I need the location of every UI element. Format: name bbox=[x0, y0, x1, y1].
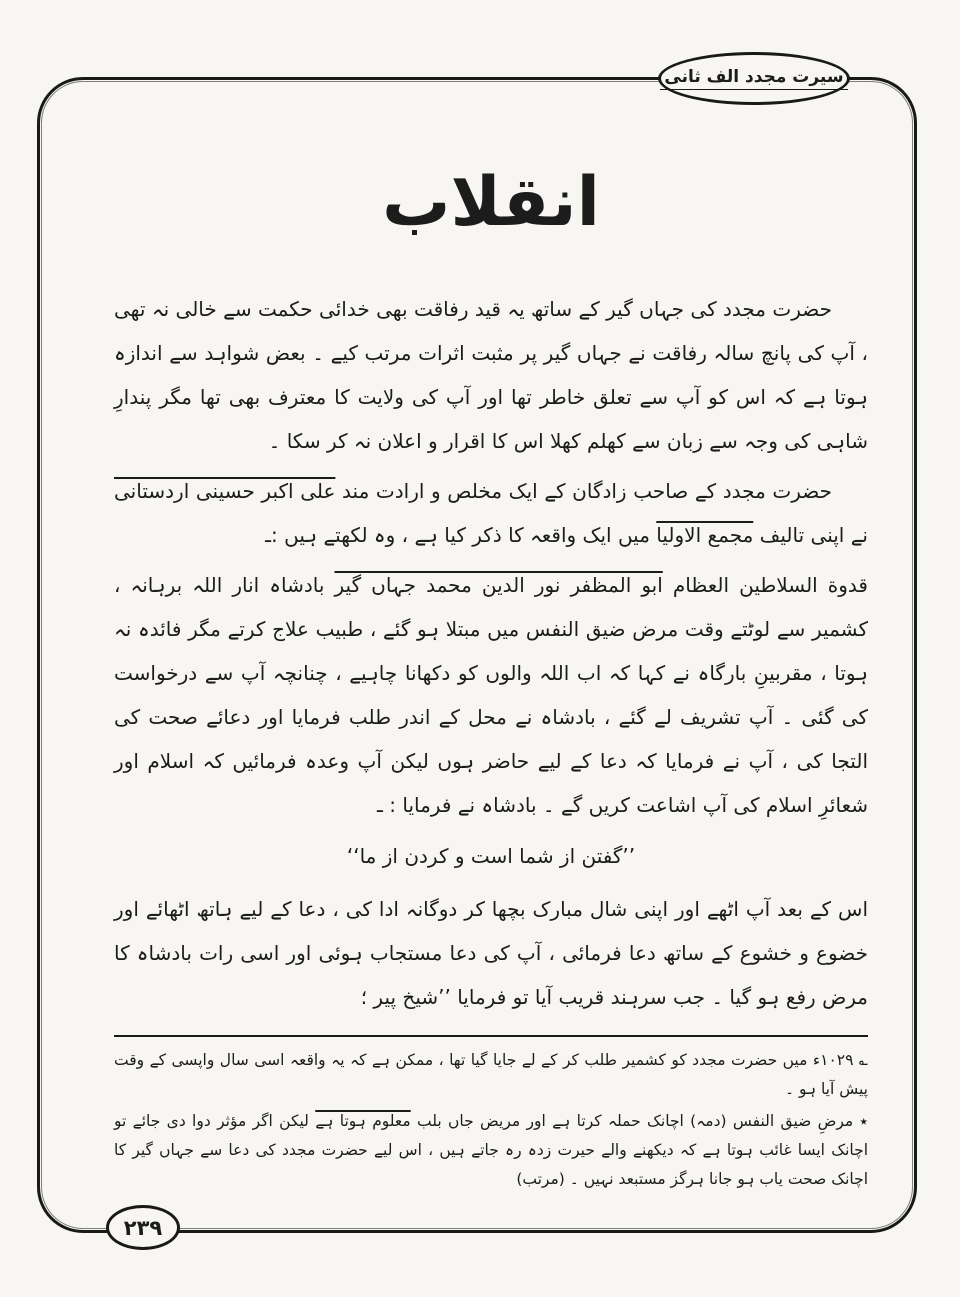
chapter-title: انقلاب bbox=[382, 163, 600, 242]
page-border-frame bbox=[37, 77, 917, 1233]
footnote: ؎ ۱۰۲۹ء میں حضرت مجدد کو کشمیر طلب کر کے لے جایا گیا تھا ، ممکن ہے کہ یہ واقعہ اسی سال واپسی کے وقت پیش آیا ہو ۔ bbox=[114, 1051, 868, 1098]
footnote: ٭ مرضِ ضیق النفس (دمہ) اچانک حملہ کرتا ہے اور مریض جاں بلب معلوم ہوتا ہے لیکن اگر مؤثر دوا دی جائے تو اچانک ایسا غائب ہوتا ہے کہ دیکھنے والے حیرت زدہ رہ جاتے ہیں ، اس لیے حضرت مجدد کی دعا سے جہاں گیر کا اچانک صحت یاب ہو جانا ہرگز مستبعد نہیں ۔ (مرتب) bbox=[114, 1112, 868, 1188]
page-number: ۲۳۹ bbox=[123, 1215, 163, 1240]
paragraph: اس کے بعد آپ اٹھے اور اپنی شال مبارک بچھا کر دوگانہ ادا کی ، دعا کے لیے ہاتھ اٹھائے اور خضوع و خشوع کے ساتھ دعا فرمائی ، آپ کی دعا مستجاب ہوئی اور اسی رات بادشاہ کا مرض رفع ہو گیا ۔ جب سرہند قریب آیا تو فرمایا ’’شیخ پیر ؛ bbox=[114, 897, 868, 1009]
footnote-section bbox=[114, 1035, 868, 1194]
body-text bbox=[114, 287, 868, 1019]
persian-verse: ’’گفتن از شما است و کردن از ما‘‘ bbox=[346, 844, 636, 868]
quoted-paragraph: قدوة السلاطین العظام ابو المظفر نور الدین محمد جہاں گیر بادشاہ انار اللہ برہانہ ، کشمیر سے لوٹتے وقت مرض ضیق النفس میں مبتلا ہو گئے ، طبیب علاج کرتے مگر فائدہ نہ ہوتا ، مقربینِ بارگاہ نے کہا کہ اب اللہ والوں کو دکھانا چاہیے ، چنانچہ آپ سے درخواست کی گئی ۔ آپ تشریف لے گئے ، بادشاہ نے محل کے اندر طلب فرمایا اور دعائے صحت کی التجا کی ، آپ نے فرمایا کہ دعا کے لیے حاضر ہوں لیکن آپ وعدہ فرمائیں کہ اسلام اور شعائرِ اسلام کی آپ اشاعت کریں گے ۔ بادشاہ نے فرمایا : ـ bbox=[114, 573, 868, 817]
book-title: سیرت مجدد الف ثانی bbox=[660, 67, 847, 90]
header-cartouche bbox=[658, 52, 850, 105]
page-number-cartouche bbox=[106, 1205, 180, 1250]
page-content-area bbox=[40, 80, 914, 1230]
paragraph: حضرت مجدد کی جہاں گیر کے ساتھ یہ قید رفاقت بھی خدائی حکمت سے خالی نہ تھی ، آپ کی پانچ سالہ رفاقت نے جہاں گیر پر مثبت اثرات مرتب کیے ۔ بعض شواہد سے اندازہ ہوتا ہے کہ اس کو آپ سے تعلق خاطر تھا اور آپ کی ولایت کا معترف بھی تھا مگر پندارِ شاہی کی وجہ سے زبان سے کھلم کھلا اس کا اقرار و اعلان نہ کر سکا ۔ bbox=[114, 297, 868, 453]
paragraph: حضرت مجدد کے صاحب زادگان کے ایک مخلص و ارادت مند علی اکبر حسینی اردستانی نے اپنی تالیف مجمع الاولیا میں ایک واقعہ کا ذکر کیا ہے ، وہ لکھتے ہیں :ـ bbox=[114, 479, 868, 547]
